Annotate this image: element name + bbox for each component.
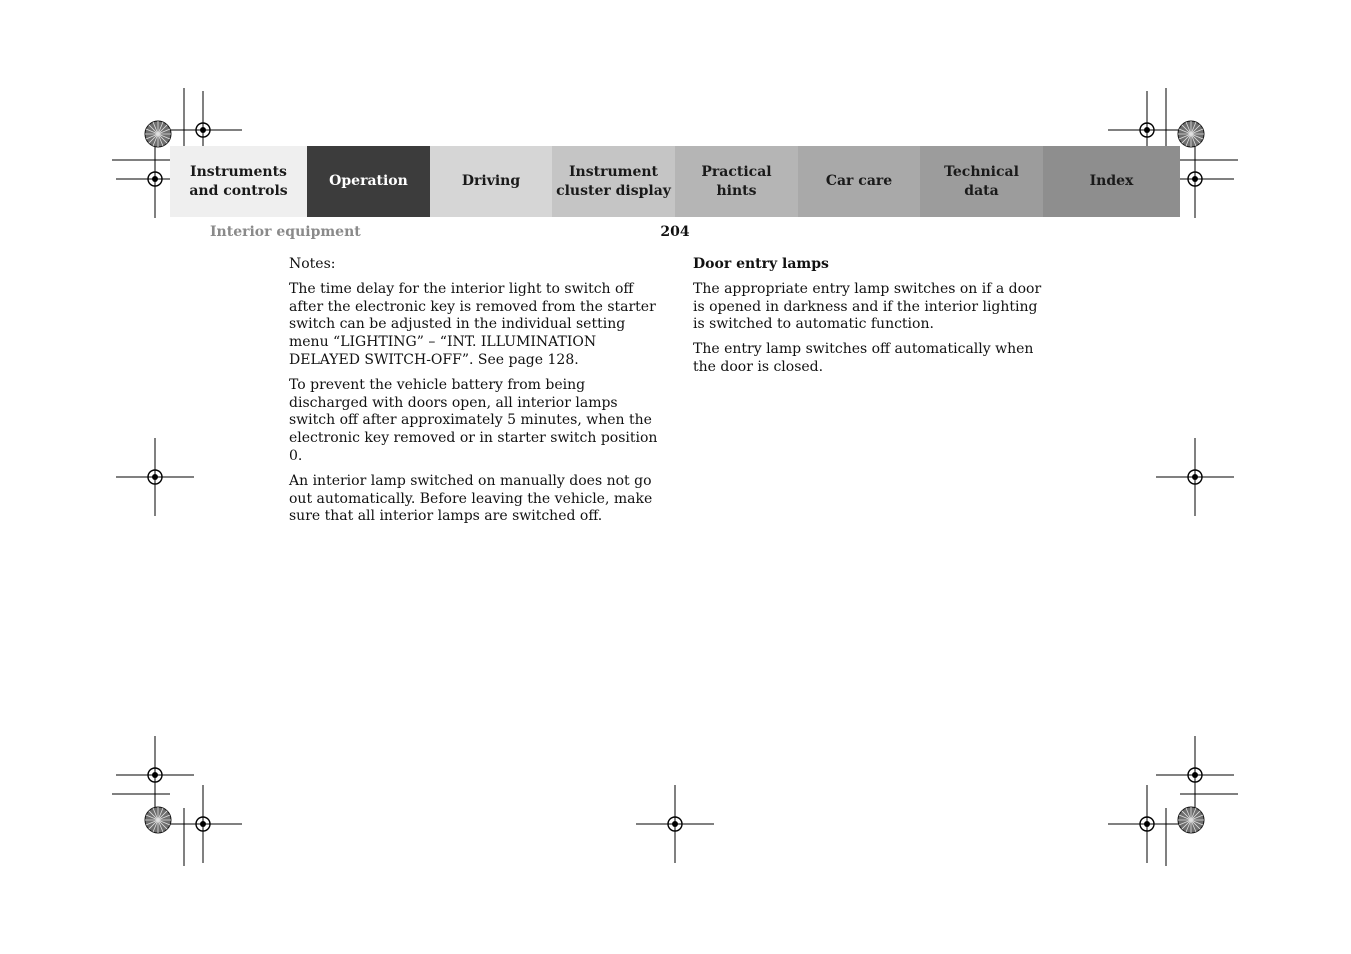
note-paragraph: An interior lamp switched on manually does not go out automatically. Before leaving the vehicle, make sure that all interior lamps are switched off.	[289, 472, 653, 525]
tab-practical-hints[interactable]: Practical hints	[675, 146, 798, 217]
note-paragraph: The time delay for the interior light to switch off after the electronic key is removed from the starter switch can be adjusted in the individual setting menu “LIGHTING” – “INT. ILLUMINATION DELAYED SWITCH-OFF”. See page 128.	[289, 280, 656, 368]
body-paragraph: The entry lamp switches off automatically when the door is closed.	[693, 341, 1034, 375]
body-paragraph: The appropriate entry lamp switches on if a door is opened in darkness and if the interior lighting is switched to automatic function.	[693, 280, 1042, 333]
note-paragraph: To prevent the vehicle battery from being discharged with doors open, all interior lamps switch off after approximately 5 minutes, when the electronic key removed or in starter switch position 0.	[289, 376, 658, 464]
tab-instruments-and-controls[interactable]: Instruments and controls	[170, 146, 307, 217]
chapter-tabs	[170, 146, 1180, 217]
page-header	[0, 224, 1351, 244]
tab-driving[interactable]: Driving	[430, 146, 552, 217]
left-column	[289, 256, 659, 533]
tab-index[interactable]: Index	[1043, 146, 1180, 217]
tab-instrument-cluster-display[interactable]: Instrument cluster display	[552, 146, 675, 217]
tab-operation[interactable]: Operation	[307, 146, 430, 217]
section-title: Interior equipment	[210, 224, 361, 240]
notes-label: Notes:	[289, 256, 336, 272]
tab-car-care[interactable]: Car care	[798, 146, 920, 217]
door-entry-lamps-heading: Door entry lamps	[693, 256, 829, 272]
right-column	[693, 256, 1053, 384]
page-number: 204	[660, 224, 690, 240]
tab-technical-data[interactable]: Technical data	[920, 146, 1043, 217]
